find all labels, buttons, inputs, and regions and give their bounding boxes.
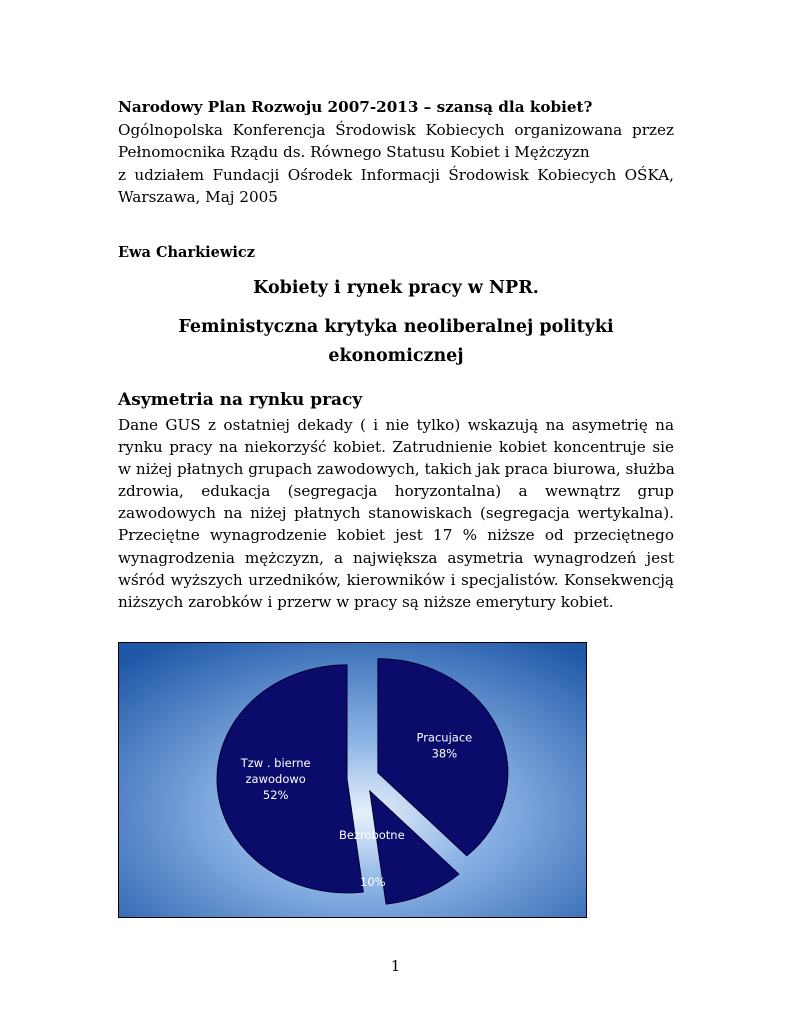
slice-name-label: Pracujace <box>416 730 473 745</box>
paragraph-line: Dane GUS z ostatniej dekady ( i nie tylko) wskazują na asymetrię na <box>118 416 674 434</box>
page-number: 1 <box>390 957 401 975</box>
paragraph-line: zawodowych na niżej płatnych stanowiskach (segregacja wertykalna). <box>118 504 674 523</box>
slice-name-label: zawodowo <box>245 771 306 786</box>
paper-title-line-1: Kobiety i rynek pracy w NPR. <box>253 278 539 298</box>
slice-name-label: Bezrobotne <box>338 828 405 843</box>
conference-title: Narodowy Plan Rozwoju 2007-2013 – szansą dla kobiet? <box>118 98 593 116</box>
body-paragraph <box>118 414 674 613</box>
slice-name-label: Tzw . bierne <box>240 755 311 770</box>
header-line-4: Warszawa, Maj 2005 <box>118 188 278 206</box>
conference-header <box>118 96 674 209</box>
paragraph-line: w niżej płatnych grupach zawodowych, takich jak praca biurowa, służba <box>118 460 675 479</box>
paragraph-line: rynku pracy na niekorzyść kobiet. Zatrudnienie kobiet koncentruje sie <box>118 438 674 457</box>
pie-chart <box>119 643 586 917</box>
header-line-1: Ogólnopolska Konferencja Środowisk Kobiecych organizowana przez <box>118 120 674 139</box>
slice-value-label: 38% <box>431 746 458 761</box>
paragraph-line: zdrowia, edukacja (segregacja horyzontalna) a wewnątrz grup <box>118 482 674 501</box>
paragraph-line: wśród wyższych urzedników, kierowników i specjalistów. Konsekwencją <box>118 570 674 589</box>
slice-value-label: 52% <box>262 787 289 802</box>
paragraph-line: niższych zarobków i przerw w pracy są niższe emerytury kobiet. <box>118 592 614 611</box>
paragraph-line: Przeciętne wynagrodzenie kobiet jest 17 % niższe od przeciętnego <box>118 526 674 545</box>
section-heading: Asymetria na rynku pracy <box>118 390 363 410</box>
header-line-2: Pełnomocnika Rządu ds. Równego Statusu Kobiet i Mężczyzn <box>118 143 590 161</box>
paper-subtitle-line-2: ekonomicznej <box>328 346 464 366</box>
paragraph-line: wynagrodzenia mężczyzn, a największa asymetria wynagrodzeń jest <box>118 548 674 567</box>
author-name: Ewa Charkiewicz <box>118 244 255 261</box>
pie-chart-frame <box>118 642 587 918</box>
header-line-3: z udziałem Fundacji Ośrodek Informacji Środowisk Kobiecych OŚKA, <box>118 165 674 184</box>
slice-value-label: 10% <box>360 875 386 890</box>
paper-subtitle-line-1: Feministyczna krytyka neoliberalnej polityki <box>178 317 614 337</box>
paper-subtitle <box>118 313 674 371</box>
